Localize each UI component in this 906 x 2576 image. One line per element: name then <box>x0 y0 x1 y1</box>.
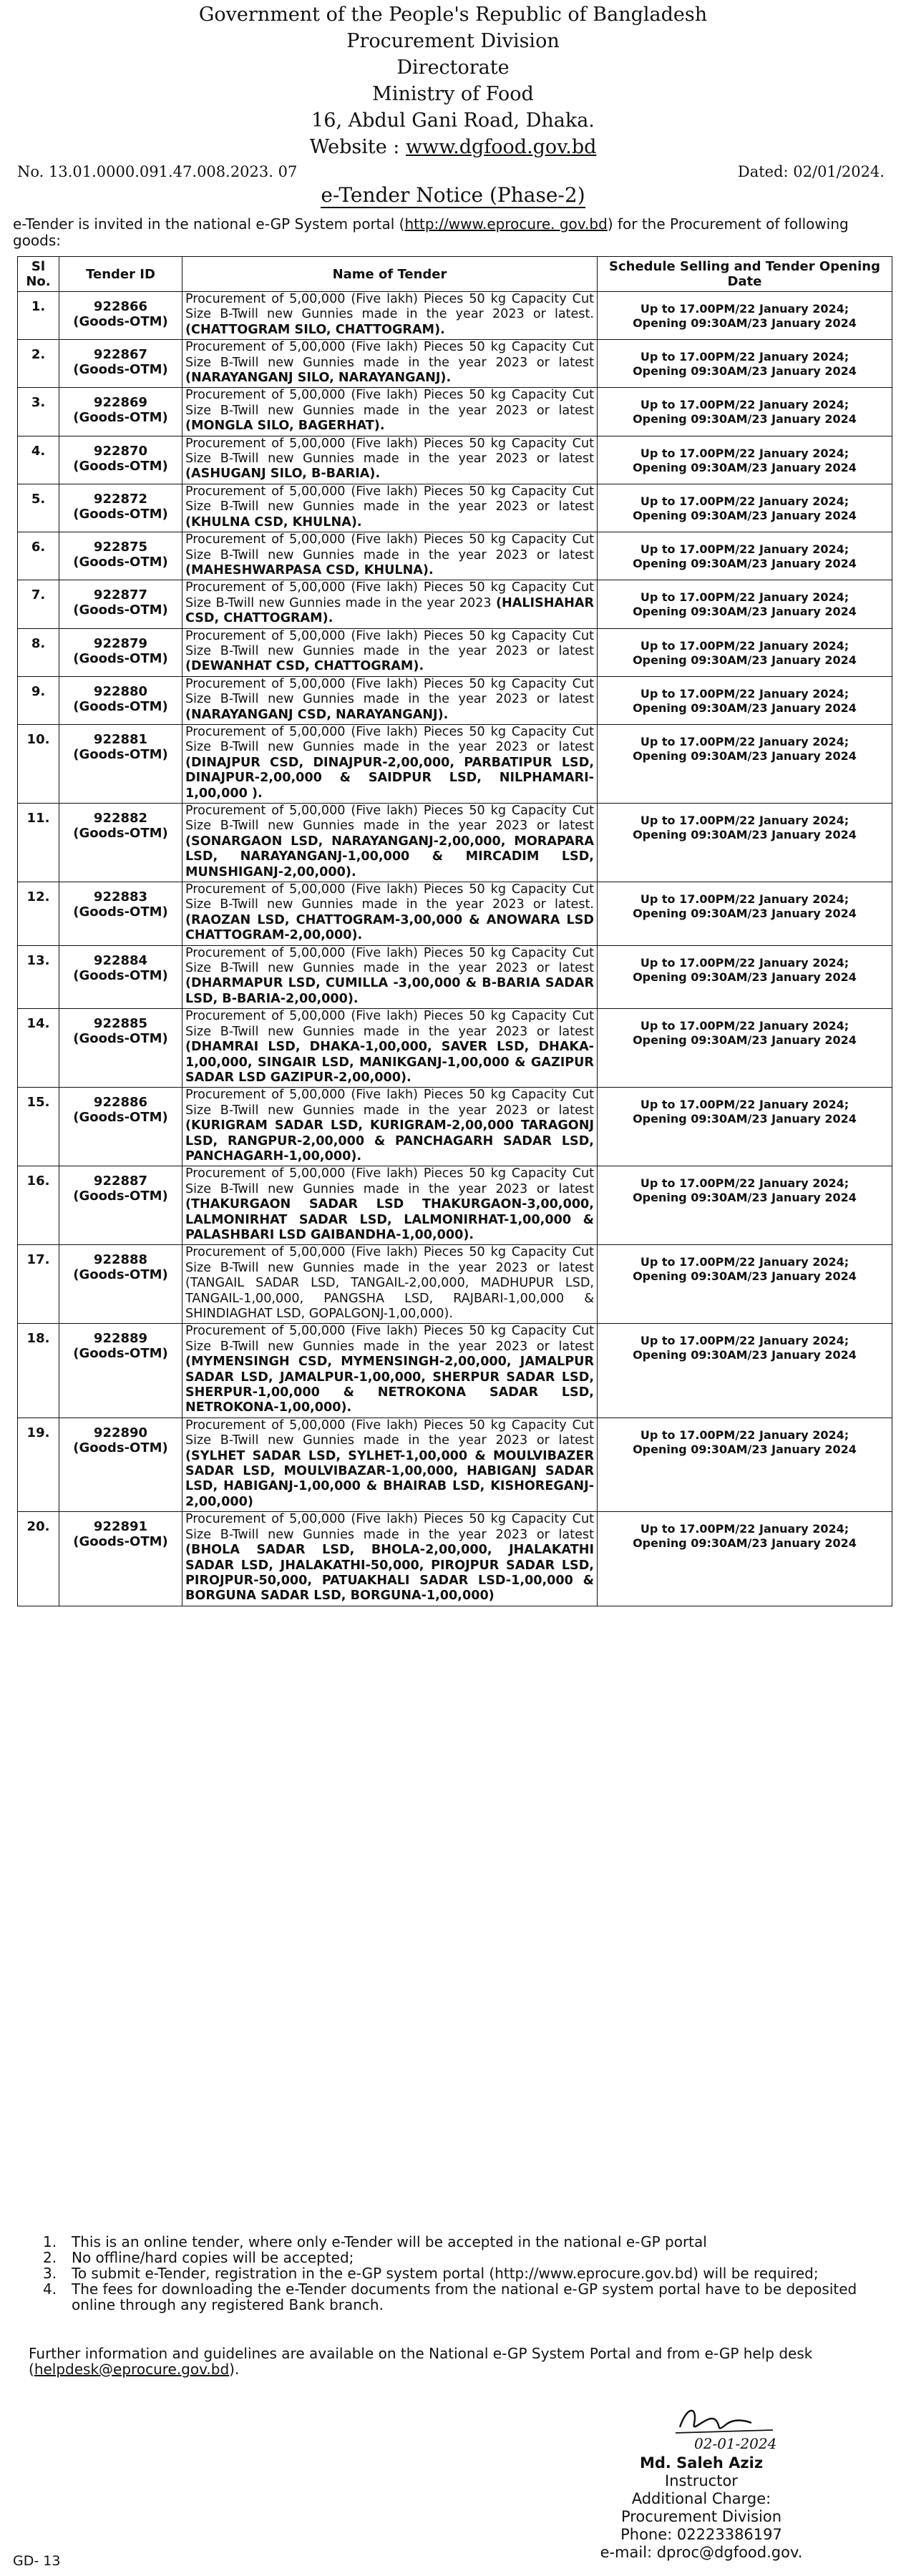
tender-type: (Goods-OTM) <box>73 746 168 762</box>
tender-location: (MONGLA SILO, BAGERHAT). <box>185 419 385 434</box>
tender-type: (Goods-OTM) <box>73 602 168 618</box>
cell-schedule <box>598 292 892 340</box>
tender-type: (Goods-OTM) <box>73 967 168 983</box>
tender-id-number: 922890 <box>93 1425 148 1440</box>
cell-sl: 20. <box>18 1512 59 1606</box>
selling-deadline: Up to 17.00PM/22 January 2024; <box>640 398 849 412</box>
ministry-line: Ministry of Food <box>372 83 534 105</box>
selling-deadline: Up to 17.00PM/22 January 2024; <box>640 494 849 508</box>
cell-schedule <box>598 676 892 724</box>
cell-sl: 7. <box>18 580 59 628</box>
header-name: Name of Tender <box>182 257 598 292</box>
tender-description: Procurement of 5,00,000 (Five lakh) Pieces 50 kg Capacity Cut Size B-Twill new Gunnies made in the year 2023 or latest <box>185 628 594 658</box>
cell-sl: 8. <box>18 628 59 676</box>
handwritten-signature <box>666 2399 794 2456</box>
opening-date: Opening 09:30AM/23 January 2024 <box>633 1269 857 1284</box>
tender-id-number: 922866 <box>93 299 148 314</box>
notes-list <box>43 2234 887 2313</box>
cell-schedule <box>598 340 892 388</box>
note-text: The fees for downloading the e-Tender documents from the national e-GP system portal have to be deposited online through any registered Bank branch. <box>72 2280 857 2313</box>
opening-date: Opening 09:30AM/23 January 2024 <box>633 557 857 571</box>
cell-tender-id <box>59 945 182 1009</box>
letterhead <box>0 1 906 160</box>
cell-sl: 17. <box>18 1245 59 1324</box>
tender-description: Procurement of 5,00,000 (Five lakh) Pieces 50 kg Capacity Cut Size B-Twill new Gunnies made in the year 2023 or latest <box>185 532 594 562</box>
cell-schedule <box>598 1512 892 1606</box>
cell-schedule <box>598 1245 892 1324</box>
signatory-phone: Phone: 02223386197 <box>620 2526 782 2543</box>
cell-sl: 16. <box>18 1166 59 1245</box>
cell-schedule <box>598 1088 892 1166</box>
cell-sl: 18. <box>18 1324 59 1418</box>
tender-description: Procurement of 5,00,000 (Five lakh) Pieces 50 kg Capacity Cut Size B-Twill new Gunnies made in the year 2023 or latest <box>185 1512 594 1542</box>
tender-type: (Goods-OTM) <box>73 650 168 666</box>
tender-table <box>17 256 892 1606</box>
selling-deadline: Up to 17.00PM/22 January 2024; <box>640 590 849 605</box>
cell-sl: 5. <box>18 484 59 532</box>
cell-tender-id <box>59 1088 182 1166</box>
note-item <box>43 2265 887 2281</box>
cell-sl: 11. <box>18 804 59 882</box>
intro-paragraph: e-Tender is invited in the national e-GP System portal (http://www.eprocure. gov.bd) for the Procurement of following goods: <box>13 215 849 249</box>
tender-description: Procurement of 5,00,000 (Five lakh) Pieces 50 kg Capacity Cut Size B-Twill new Gunnies made in the year 2023 or latest. <box>185 292 594 322</box>
table-row <box>18 1324 892 1418</box>
cell-schedule <box>598 945 892 1009</box>
opening-date: Opening 09:30AM/23 January 2024 <box>633 605 857 619</box>
tender-type: (Goods-OTM) <box>73 1189 168 1204</box>
tender-location: (CHATTOGRAM SILO, CHATTOGRAM). <box>185 322 445 337</box>
cell-tender-name <box>182 484 598 532</box>
cell-tender-name <box>182 882 598 946</box>
tender-location: (BHOLA SADAR LSD, BHOLA-2,00,000, JHALAKATHI SADAR LSD, JHALAKATHI-50,000, PIROJPUR SADAR LSD, PIROJPUR-50,000, PATUAKHALI SADAR LSD-1,00,000 & BORGUNA SADAR LSD, BORGUNA-1,00,000) <box>185 1543 594 1604</box>
table-row <box>18 532 892 580</box>
tender-location: (DHARMAPUR LSD, CUMILLA -3,00,000 & B-BARIA SADAR LSD, B-BARIA-2,00,000). <box>185 976 594 1006</box>
note-number: 2. <box>43 2249 57 2266</box>
tender-type: (Goods-OTM) <box>73 698 168 714</box>
cell-tender-name <box>182 1166 598 1245</box>
tender-type: (Goods-OTM) <box>73 1346 168 1362</box>
cell-schedule <box>598 580 892 628</box>
tender-type: (Goods-OTM) <box>73 1534 168 1550</box>
tender-location: (ASHUGANJ SILO, B-BARIA). <box>185 467 381 482</box>
selling-deadline: Up to 17.00PM/22 January 2024; <box>640 814 849 827</box>
tender-id-number: 922881 <box>93 731 148 747</box>
cell-sl: 10. <box>18 724 59 803</box>
cell-tender-id <box>59 580 182 628</box>
tender-location: (RAOZAN LSD, CHATTOGRAM-3,00,000 & ANOWARA LSD CHATTOGRAM-2,00,000). <box>185 912 594 943</box>
tender-id-number: 922870 <box>93 443 148 459</box>
tender-description: Procurement of 5,00,000 (Five lakh) Pieces 50 kg Capacity Cut Size B-Twill new Gunnies made in the year 2023 or latest <box>185 436 594 467</box>
opening-date: Opening 09:30AM/23 January 2024 <box>633 1033 857 1048</box>
tender-location: (KHULNA CSD, KHULNA). <box>185 514 362 530</box>
cell-tender-name <box>182 1324 598 1418</box>
tender-type: (Goods-OTM) <box>73 1031 168 1047</box>
cell-tender-id <box>59 1512 182 1606</box>
cell-sl: 14. <box>18 1009 59 1088</box>
tender-type: (Goods-OTM) <box>73 1110 168 1126</box>
opening-date: Opening 09:30AM/23 January 2024 <box>633 907 857 921</box>
tender-location: (DINAJPUR CSD, DINAJPUR-2,00,000, PARBATIPUR LSD, DINAJPUR-2,00,000 & SAIDPUR LSD, NILPHAMARI-1,00,000 ). <box>185 755 594 801</box>
tender-type: (Goods-OTM) <box>73 904 168 920</box>
cell-schedule <box>598 804 892 882</box>
website-link[interactable]: www.dgfood.gov.bd <box>406 136 597 158</box>
cell-tender-id <box>59 388 182 436</box>
selling-deadline: Up to 17.00PM/22 January 2024; <box>640 638 849 653</box>
tender-description: Procurement of 5,00,000 (Five lakh) Pieces 50 kg Capacity Cut Size B-Twill new Gunnies made in the year 2023 or latest <box>185 724 594 755</box>
table-row <box>18 1418 892 1511</box>
tender-id-number: 922877 <box>93 587 148 603</box>
cell-tender-name <box>182 676 598 724</box>
tender-location: (NARAYANGANJ SILO, NARAYANGANJ). <box>185 371 452 386</box>
selling-deadline: Up to 17.00PM/22 January 2024; <box>640 302 849 316</box>
tender-location: (HALISHAHAR CSD, CHATTOGRAM). <box>185 595 595 626</box>
table-row <box>18 292 892 340</box>
tender-description: Procurement of 5,00,000 (Five lakh) Pieces 50 kg Capacity Cut Size B-Twill new Gunnies made in the year 2023 or latest <box>185 1418 594 1448</box>
notice-title: e-Tender Notice (Phase-2) <box>321 183 585 207</box>
cell-schedule <box>598 532 892 580</box>
signatory-email[interactable]: e-mail: dproc@dgfood.gov. <box>600 2544 803 2561</box>
table-row <box>18 580 892 628</box>
opening-date: Opening 09:30AM/23 January 2024 <box>633 1112 857 1126</box>
cell-schedule <box>598 388 892 436</box>
selling-deadline: Up to 17.00PM/22 January 2024; <box>640 955 849 970</box>
cell-tender-name <box>182 804 598 882</box>
table-row <box>18 1512 892 1606</box>
memo-number: No. 13.01.0000.091.47.008.2023. 07 <box>17 163 298 180</box>
table-row <box>18 804 892 882</box>
opening-date: Opening 09:30AM/23 January 2024 <box>633 364 857 379</box>
selling-deadline: Up to 17.00PM/22 January 2024; <box>640 446 849 460</box>
tender-type: (Goods-OTM) <box>73 410 168 426</box>
tender-id-number: 922880 <box>93 683 148 699</box>
tender-description: Procurement of 5,00,000 (Five lakh) Pieces 50 kg Capacity Cut Size B-Twill new Gunnies made in the year 2023 or latest <box>185 340 594 370</box>
cell-schedule <box>598 484 892 532</box>
tender-description: Procurement of 5,00,000 (Five lakh) Pieces 50 kg Capacity Cut Size B-Twill new Gunnies made in the year 2023 or latest. <box>185 882 594 912</box>
note-text: This is an online tender, where only e-Tender will be accepted in the national e-GP portal <box>72 2233 707 2250</box>
tender-type: (Goods-OTM) <box>73 506 168 522</box>
selling-deadline: Up to 17.00PM/22 January 2024; <box>640 1428 849 1442</box>
tender-type: (Goods-OTM) <box>73 1440 168 1455</box>
cell-tender-id <box>59 676 182 724</box>
tender-id-number: 922889 <box>93 1331 148 1347</box>
selling-deadline: Up to 17.00PM/22 January 2024; <box>640 686 849 701</box>
tender-id-number: 922884 <box>93 952 148 968</box>
note-item <box>43 2234 887 2250</box>
selling-deadline: Up to 17.00PM/22 January 2024; <box>640 892 849 907</box>
tender-location: (KURIGRAM SADAR LSD, KURIGRAM-2,00,000 TARAGONJ LSD, RANGPUR-2,00,000 & PANCHAGARH SADAR LSD, PANCHAGARH-1,00,000). <box>185 1118 594 1163</box>
header-schedule: Schedule Selling and Tender Opening Date <box>598 257 892 292</box>
cell-tender-id <box>59 340 182 388</box>
cell-tender-name <box>182 388 598 436</box>
selling-deadline: Up to 17.00PM/22 January 2024; <box>640 1176 849 1191</box>
cell-tender-id <box>59 436 182 484</box>
note-number: 4. <box>43 2280 57 2298</box>
cell-tender-id <box>59 532 182 580</box>
table-row <box>18 945 892 1009</box>
table-row <box>18 484 892 532</box>
opening-date: Opening 09:30AM/23 January 2024 <box>633 460 857 474</box>
cell-sl: 3. <box>18 388 59 436</box>
note-item <box>43 2250 887 2265</box>
tender-id-number: 922885 <box>93 1016 148 1032</box>
address-line: 16, Abdul Gani Road, Dhaka. <box>311 109 595 132</box>
cell-tender-name <box>182 580 598 628</box>
selling-deadline: Up to 17.00PM/22 January 2024; <box>640 1019 849 1033</box>
tender-type: (Goods-OTM) <box>73 314 168 329</box>
tender-description: Procurement of 5,00,000 (Five lakh) Pieces 50 kg Capacity Cut Size B-Twill new Gunnies made in the year 2023 or latest <box>185 1324 594 1354</box>
cell-schedule <box>598 1324 892 1418</box>
cell-tender-id <box>59 628 182 676</box>
signatory-name: Md. Saleh Aziz <box>639 2454 764 2472</box>
table-row <box>18 1166 892 1245</box>
tender-location: (SYLHET SADAR LSD, SYLHET-1,00,000 & MOULVIBAZER SADAR LSD, MOULVIBAZAR-1,00,000, HABIGANJ SADAR LSD, HABIGANJ-1,00,000 & BHAIRAB LSD, KISHOREGANJ-2,00,000) <box>185 1448 594 1509</box>
opening-date: Opening 09:30AM/23 January 2024 <box>633 701 857 715</box>
cell-tender-id <box>59 1245 182 1324</box>
tender-description: Procurement of 5,00,000 (Five lakh) Pieces 50 kg Capacity Cut Size B-Twill new Gunnies made in the year 2023 or latest <box>185 804 594 834</box>
cell-schedule <box>598 1418 892 1511</box>
tender-type: (Goods-OTM) <box>73 1267 168 1283</box>
tender-type: (Goods-OTM) <box>73 826 168 841</box>
opening-date: Opening 09:30AM/23 January 2024 <box>633 828 857 841</box>
cell-tender-id <box>59 1166 182 1245</box>
tender-id-number: 922882 <box>93 811 148 826</box>
cell-sl: 9. <box>18 676 59 724</box>
tender-location: (SONARGAON LSD, NARAYANGANJ-2,00,000, MORAPARA LSD, NARAYANGANJ-1,00,000 & MIRCADIM LSD, MUNSHIGANJ-2,00,000). <box>185 834 594 879</box>
tender-id-number: 922886 <box>93 1095 148 1111</box>
tender-location: (NARAYANGANJ CSD, NARAYANGANJ). <box>185 707 449 722</box>
note-text: To submit e-Tender, registration in the e-GP system portal (http://www.eprocure.gov.bd) will be required; <box>72 2265 819 2282</box>
tender-id-number: 922879 <box>93 635 148 651</box>
cell-tender-id <box>59 484 182 532</box>
opening-date: Opening 09:30AM/23 January 2024 <box>633 1536 857 1551</box>
opening-date: Opening 09:30AM/23 January 2024 <box>633 748 857 763</box>
tender-id-number: 922891 <box>93 1519 148 1535</box>
tender-id-number: 922875 <box>93 540 148 555</box>
cell-tender-id <box>59 804 182 882</box>
cell-tender-id <box>59 292 182 340</box>
tender-id-number: 922883 <box>93 889 148 905</box>
tender-rows <box>18 292 892 1606</box>
table-row <box>18 882 892 946</box>
additional-charge: Additional Charge: <box>631 2490 771 2507</box>
table-row <box>18 436 892 484</box>
cell-sl: 13. <box>18 945 59 1009</box>
opening-date: Opening 09:30AM/23 January 2024 <box>633 1348 857 1362</box>
signatory-office: Procurement Division <box>620 2508 782 2525</box>
opening-date: Opening 09:30AM/23 January 2024 <box>633 1191 857 1205</box>
signatory-designation: Instructor <box>665 2472 738 2489</box>
table-row <box>18 388 892 436</box>
tender-location: (DEWANHAT CSD, CHATTOGRAM). <box>185 659 424 674</box>
cell-schedule <box>598 436 892 484</box>
cell-tender-name <box>182 436 598 484</box>
tender-location: (MYMENSINGH CSD, MYMENSINGH-2,00,000, JAMALPUR SADAR LSD, JAMALPUR-1,00,000, SHERPUR SADAR LSD, SHERPUR-1,00,000 & NETROKONA SADAR LSD, NETROKONA-1,00,000). <box>185 1355 594 1415</box>
cell-tender-name <box>182 1418 598 1511</box>
tender-location: (TANGAIL SADAR LSD, TANGAIL-2,00,000, MADHUPUR LSD, TANGAIL-1,00,000, PANGSHA LSD, RAJBARI-1,00,000 & SHINDIAGHAT LSD, GOPALGONJ-1,00,000). <box>185 1276 594 1321</box>
cell-sl: 12. <box>18 882 59 946</box>
notice-date: Dated: 02/01/2024. <box>737 163 885 180</box>
selling-deadline: Up to 17.00PM/22 January 2024; <box>640 542 849 557</box>
cell-tender-id <box>59 724 182 803</box>
cell-sl: 4. <box>18 436 59 484</box>
cell-tender-name <box>182 1088 598 1166</box>
tender-location: (DHAMRAI LSD, DHAKA-1,00,000, SAVER LSD, DHAKA-1,00,000, SINGAIR LSD, MANIKGANJ-1,00,000 & GAZIPUR SADAR LSD GAZIPUR-2,00,000). <box>185 1040 594 1085</box>
tender-location: (MAHESHWARPASA CSD, KHULNA). <box>185 562 434 577</box>
cell-tender-id <box>59 1418 182 1511</box>
selling-deadline: Up to 17.00PM/22 January 2024; <box>640 1334 849 1348</box>
tender-id-number: 922867 <box>93 347 148 363</box>
note-number: 3. <box>43 2265 57 2282</box>
tender-type: (Goods-OTM) <box>73 362 168 378</box>
cell-tender-id <box>59 882 182 946</box>
tender-type: (Goods-OTM) <box>73 458 168 474</box>
website-label: Website : <box>309 136 400 158</box>
cell-schedule <box>598 882 892 946</box>
opening-date: Opening 09:30AM/23 January 2024 <box>633 653 857 667</box>
cell-tender-name <box>182 1009 598 1088</box>
govt-line: Government of the People's Republic of Bangladesh <box>198 4 708 26</box>
cell-tender-name <box>182 724 598 803</box>
further-info: Further information and guidelines are available on the National e-GP System Portal and from e-GP help desk (helpdesk@eprocure.gov.bd). <box>29 2345 813 2378</box>
table-row <box>18 1245 892 1324</box>
selling-deadline: Up to 17.00PM/22 January 2024; <box>640 1255 849 1269</box>
table-header-row <box>18 257 892 292</box>
cell-tender-id <box>59 1324 182 1418</box>
signature-date: 02-01-2024 <box>694 2435 777 2452</box>
table-row <box>18 628 892 676</box>
opening-date: Opening 09:30AM/23 January 2024 <box>633 316 857 330</box>
note-text: No offline/hard copies will be accepted; <box>72 2249 354 2266</box>
selling-deadline: Up to 17.00PM/22 January 2024; <box>640 1522 849 1536</box>
table-row <box>18 724 892 803</box>
cell-tender-name <box>182 340 598 388</box>
cell-schedule <box>598 1009 892 1088</box>
cell-tender-id <box>59 1009 182 1088</box>
tender-description: Procurement of 5,00,000 (Five lakh) Pieces 50 kg Capacity Cut Size B-Twill new Gunnies made in the year 2023 <box>185 580 594 610</box>
tender-description: Procurement of 5,00,000 (Five lakh) Pieces 50 kg Capacity Cut Size B-Twill new Gunnies made in the year 2023 or latest <box>185 1166 594 1196</box>
cell-sl: 1. <box>18 292 59 340</box>
tender-id-number: 922872 <box>93 491 148 507</box>
tender-description: Procurement of 5,00,000 (Five lakh) Pieces 50 kg Capacity Cut Size B-Twill new Gunnies made in the year 2023 or latest <box>185 1009 594 1039</box>
tender-description: Procurement of 5,00,000 (Five lakh) Pieces 50 kg Capacity Cut Size B-Twill new Gunnies made in the year 2023 or latest <box>185 945 594 976</box>
egp-portal-link[interactable]: http://www.eprocure. gov.bd <box>404 215 608 233</box>
table-row <box>18 1088 892 1166</box>
opening-date: Opening 09:30AM/23 January 2024 <box>633 508 857 522</box>
tender-type: (Goods-OTM) <box>73 555 168 570</box>
selling-deadline: Up to 17.00PM/22 January 2024; <box>640 350 849 364</box>
tender-location: (THAKURGAON SADAR LSD THAKURGAON-3,00,000, LALMONIRHAT SADAR LSD, LALMONIRHAT-1,00,000 & PALASHBARI LSD GAIBANDHA-1,00,000). <box>185 1197 594 1242</box>
table-row <box>18 676 892 724</box>
tender-id-number: 922887 <box>93 1174 148 1189</box>
header-sl: Sl No. <box>18 257 59 292</box>
table-row <box>18 1009 892 1088</box>
tender-description: Procurement of 5,00,000 (Five lakh) Pieces 50 kg Capacity Cut Size B-Twill new Gunnies made in the year 2023 or latest <box>185 484 594 514</box>
cell-sl: 19. <box>18 1418 59 1511</box>
cell-tender-name <box>182 292 598 340</box>
cell-sl: 2. <box>18 340 59 388</box>
cell-tender-name <box>182 532 598 580</box>
website-line <box>0 134 906 160</box>
opening-date: Opening 09:30AM/23 January 2024 <box>633 412 857 426</box>
cell-sl: 6. <box>18 532 59 580</box>
cell-tender-name <box>182 628 598 676</box>
cell-tender-name <box>182 1512 598 1606</box>
selling-deadline: Up to 17.00PM/22 January 2024; <box>640 734 849 748</box>
tender-id-number: 922869 <box>93 395 148 411</box>
tender-id-number: 922888 <box>93 1252 148 1268</box>
division-line: Procurement Division <box>346 30 560 52</box>
opening-date: Opening 09:30AM/23 January 2024 <box>633 970 857 984</box>
cell-tender-name <box>182 945 598 1009</box>
cell-tender-name <box>182 1245 598 1324</box>
cell-schedule <box>598 1166 892 1245</box>
note-item <box>43 2281 887 2313</box>
cell-schedule <box>598 724 892 803</box>
table-row <box>18 340 892 388</box>
signature-block <box>594 2454 809 2562</box>
helpdesk-email-link[interactable]: helpdesk@eprocure.gov.bd <box>34 2361 230 2378</box>
header-tender-id: Tender ID <box>59 257 182 292</box>
directorate-line: Directorate <box>396 57 510 79</box>
note-number: 1. <box>43 2233 57 2250</box>
cell-schedule <box>598 628 892 676</box>
opening-date: Opening 09:30AM/23 January 2024 <box>633 1442 857 1456</box>
footer-code: GD- 13 <box>13 2553 61 2569</box>
tender-description: Procurement of 5,00,000 (Five lakh) Pieces 50 kg Capacity Cut Size B-Twill new Gunnies made in the year 2023 or latest <box>185 1245 594 1275</box>
tender-description: Procurement of 5,00,000 (Five lakh) Pieces 50 kg Capacity Cut Size B-Twill new Gunnies made in the year 2023 or latest <box>185 388 594 418</box>
tender-description: Procurement of 5,00,000 (Five lakh) Pieces 50 kg Capacity Cut Size B-Twill new Gunnies made in the year 2023 or latest <box>185 676 594 707</box>
tender-description: Procurement of 5,00,000 (Five lakh) Pieces 50 kg Capacity Cut Size B-Twill new Gunnies made in the year 2023 or latest <box>185 1088 594 1118</box>
cell-sl: 15. <box>18 1088 59 1166</box>
selling-deadline: Up to 17.00PM/22 January 2024; <box>640 1098 849 1112</box>
